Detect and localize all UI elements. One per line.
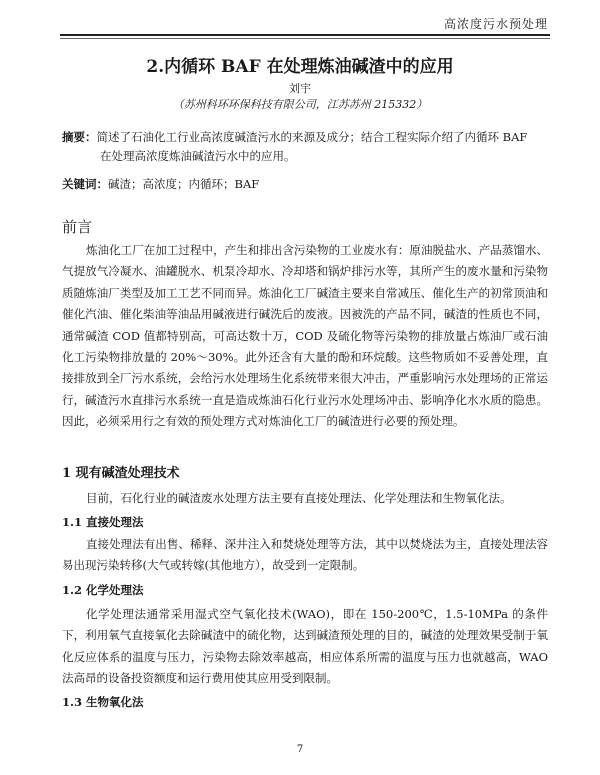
section-1-heading: 1 现有碱渣处理技术 [62,466,180,481]
article-title: 2.内循环 BAF 在处理炼油碱渣中的应用 [146,57,454,77]
affiliation: （苏州科环环保科技有限公司，江苏苏州 215332） [172,98,428,111]
page-number: 7 [296,744,304,755]
section-1-paragraph: 目前，石化行业的碱渣废水处理方法主要有直接处理法、化学处理法和生物氧化法。 [86,491,512,505]
abstract-line-2: 在处理高浓度炼油碱渣污水中的应用。 [100,149,296,163]
abstract [62,128,544,166]
abstract-label: 摘要： [62,130,97,144]
author: 刘宇 [289,82,311,95]
preface-paragraph: 炼油化工厂在加工过程中，产生和排出含污染物的工业废水有：原油脱盐水、产品蒸馏水、气提放气冷凝水、油罐脱水、机泵冷却水、冷却塔和锅炉排污水等，其所产生的废水量和污染物质随炼油厂类型及加工工艺不同而异。炼油化工厂碱渣主要来自常减压、催化生产的初常顶油和催化汽油、催化柴油等油品用碱液进行碱洗后的废液。因被洗的产品不同，碱渣的性质也不同，通常碱渣 COD 值都特别高，可高达数十万，COD 及硫化物等污染物的排放量占炼油厂或石油化工污染物排放量的 20%～30%。此外还含有大量的酚和环烷酸。这些物质如不妥善处理，直接排放到全厂污水系统，会给污水处理场生化系统带来很大冲击，严重影响污水处理场的正常运行，碱渣污水直排污水系统一直是造成炼油石化行业污水处理场冲击、影响净化水水质的隐患。因此，必须采用行之有效的预处理方式对炼油化工厂的碱渣进行必要的预处理。 [62,243,548,429]
subsection-1-1-heading: 1.1 直接处理法 [62,515,144,529]
running-head: 高浓度污水预处理 [443,17,548,31]
subsection-1-2-heading: 1.2 化学处理法 [62,583,144,597]
header-rule-thin [60,38,550,39]
keywords-label: 关键词： [62,177,108,191]
preface-heading: 前言 [62,218,93,236]
header-rule [60,34,550,36]
subsection-1-1-paragraph: 直接处理法有出售、稀释、深井注入和焚烧处理等方法，其中以焚烧法为主，直接处理法容易出现污染转移(大气或转嫁(其他地方），故受到一定限制。 [62,537,548,573]
keywords [62,176,544,192]
subsection-1-2-paragraph: 化学处理法通常采用湿式空气氧化技术(WAO)，即在 150-200℃，1.5-10MPa 的条件下，利用氧气直接氧化去除碱渣中的硫化物，达到碱渣预处理的目的，碱渣的处理效果受制于氧化反应体系的温度与压力，污染物去除效率越高，相应体系所需的温度与压力也就越高，WAO 法高昂的设备投资额度和运行费用使其应用受到限制。 [62,607,548,686]
subsection-1-3-heading: 1.3 生物氧化法 [62,695,144,709]
keywords-text: 碱渣；高浓度；内循环；BAF [108,177,260,191]
abstract-line-1: 简述了石油化工行业高浓度碱渣污水的来源及成分；结合工程实际介绍了内循环 BAF [96,130,528,144]
